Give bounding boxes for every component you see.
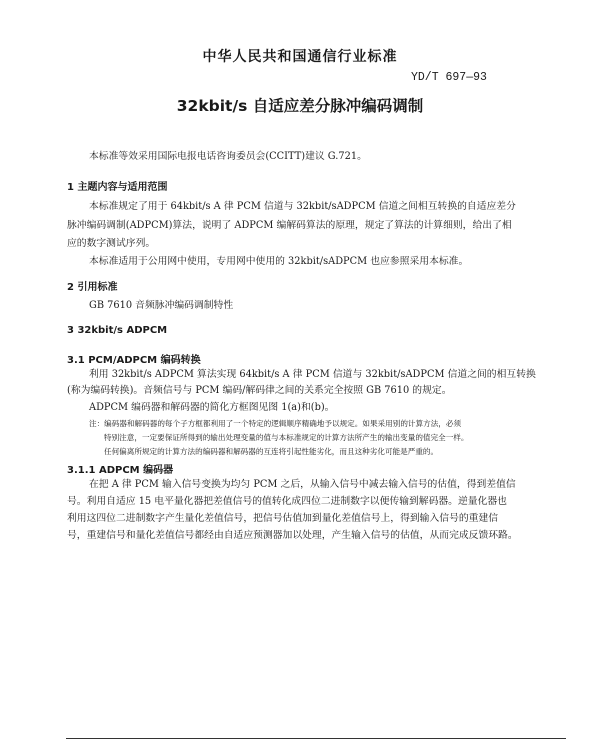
section-1-paragraph-line: 本标准规定了用于 64kbit/s A 律 PCM 信道与 32kbit/sADPCM 信道之间相互转换的自适应差分 (89, 201, 516, 212)
section-3-1-1-line: 号。利用自适应 15 电平量化器把差值信号的值转化成四位二进制数字以便传输到解码器。逆量化器也 (67, 496, 507, 507)
section-3-1-paragraph-line: 利用 32kbit/s ADPCM 算法实现 64kbit/s A 律 PCM 信道与 32kbit/sADPCM 信道之间的相互转换 (89, 369, 536, 380)
section-3-1-1-line: 利用这四位二进制数字产生量化差值信号，把信号估值加到量化差值信号上，得到输入信号的重建信 (67, 513, 499, 524)
note-line: 注：编码器和解码器的每个子方框都利用了一个特定的逻辑顺序精确地予以规定。如果采用别的计算方法，必须 (89, 419, 462, 428)
section-3-1-1-heading: 3.1.1 ADPCM 编码器 (67, 465, 174, 476)
document-title: 32kbit/s 自适应差分脉冲编码调制 (176, 97, 424, 115)
org-title: 中华人民共和国通信行业标准 (202, 49, 398, 65)
note-line: 任何偏离所规定的计算方法的编码器和解码器的互连将引起性能劣化，而且这种劣化可能是严重的。 (104, 447, 439, 456)
section-1-paragraph-line: 应的数字测试序列。 (67, 238, 156, 249)
section-1-paragraph-2: 本标准适用于公用网中使用，专用网中使用的 32kbit/sADPCM 也应参照采用本标准。 (89, 256, 469, 267)
section-3-1-paragraph-line: (称为编码转换)。音频信号与 PCM 编码/解码律之间的关系完全按照 GB 7610 的规定。 (67, 385, 452, 396)
section-3-1-paragraph-2: ADPCM 编码器和解码器的简化方框图见图 1(a)和(b)。 (89, 402, 335, 413)
section-3-1-1-line: 在把 A 律 PCM 输入信号变换为均匀 PCM 之后，从输入信号中减去输入信号的估值，得到差值信 (89, 479, 516, 490)
note-line: 特别注意，一定要保证所得到的输出处理变量的值与本标准规定的计算方法所产生的输出变量的值完全一样。 (104, 433, 469, 442)
preamble: 本标准等效采用国际电报电话咨询委员会(CCITT)建议 G.721。 (89, 151, 367, 162)
section-3-1-heading: 3.1 PCM/ADPCM 编码转换 (67, 355, 201, 366)
standard-number: YD/T 697—93 (411, 71, 487, 84)
section-1-heading: 1 主题内容与适用范围 (67, 182, 168, 193)
page-bottom-rule (66, 738, 566, 739)
reference-item: GB 7610 音频脉冲编码调制特性 (89, 300, 234, 311)
section-3-heading: 3 32kbit/s ADPCM (67, 325, 168, 336)
section-3-1-1-line: 号，重建信号和量化差值信号都经由自适应预测器加以处理，产生输入信号的估值，从而完成反馈环路。 (67, 530, 518, 541)
section-2-heading: 2 引用标准 (67, 282, 118, 293)
section-1-paragraph-line: 脉冲编码调制(ADPCM)算法，说明了 ADPCM 编解码算法的原理，规定了算法的计算细则，给出了相 (67, 220, 512, 231)
